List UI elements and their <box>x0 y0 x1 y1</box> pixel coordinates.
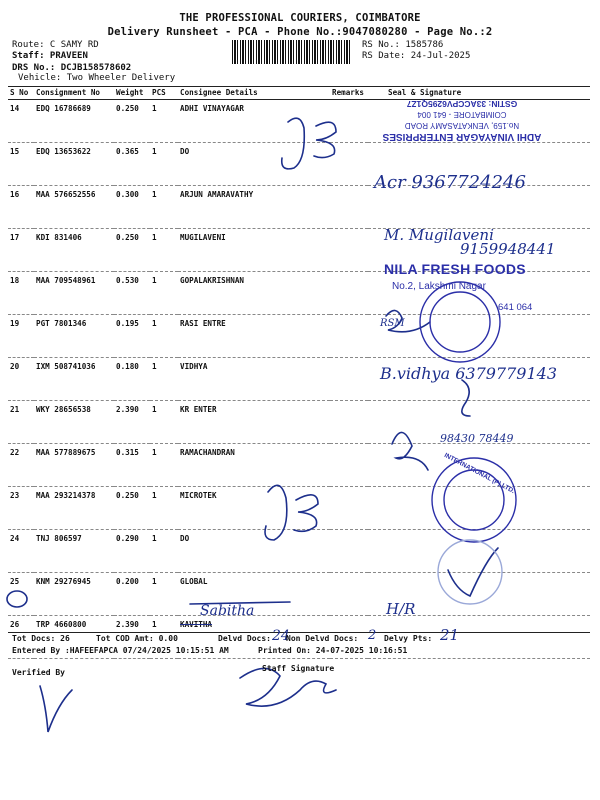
row20-handwriting: B.vidhya 6379779143 <box>380 364 558 383</box>
consignment-no: TNJ 806597 <box>34 530 114 573</box>
tot-cod-amt: Tot COD Amt: 0.00 <box>96 634 178 643</box>
adhi-stamp-city: COIMBATORE - 641 004 <box>417 110 507 119</box>
sno: 17 <box>8 229 34 272</box>
nila-round-stamp <box>420 282 500 362</box>
non-delvd-docs-label: Non Delvd Docs: <box>286 634 359 643</box>
row17-handwriting-phone: 9159948441 <box>460 240 556 258</box>
consignee-struck: KAVITHA <box>180 620 213 629</box>
weight: 0.300 <box>114 186 150 229</box>
staff-label: Staff: PRAVEEN <box>12 51 88 61</box>
col-sno: S No <box>8 87 34 100</box>
sno: 20 <box>8 358 34 401</box>
route-label: Route: C SAMY RD <box>12 40 99 50</box>
row17-handwriting-name: M. Mugilaveni <box>384 226 494 244</box>
consignee: DO <box>178 143 330 186</box>
weight: 0.250 <box>114 100 150 143</box>
consignment-no: IXM 508741036 <box>34 358 114 401</box>
consignment-no: KNM 29276945 <box>34 573 114 616</box>
drs-label: DRS No.: DCJB158578602 <box>12 63 132 73</box>
row22-signature <box>392 432 428 470</box>
sno: 26 <box>8 616 34 659</box>
consignee: MUGILAVENI <box>178 229 330 272</box>
weight: 0.530 <box>114 272 150 315</box>
non-delvd-docs-value: 2 <box>368 628 377 643</box>
pcs: 1 <box>150 401 178 444</box>
nila-stamp-pin: 641 064 <box>498 302 533 313</box>
sno: 25 <box>8 573 34 616</box>
row14-scribble-b <box>314 122 336 157</box>
sno: 15 <box>8 143 34 186</box>
pcs: 1 <box>150 487 178 530</box>
row25-check <box>448 548 498 596</box>
rs-date-label: RS Date: 24-Jul-2025 <box>362 51 471 61</box>
sno: 19 <box>8 315 34 358</box>
col-consignment: Consignment No <box>34 87 114 100</box>
consignment-no: EDQ 16786689 <box>34 100 114 143</box>
consignment-no: MAA 577889675 <box>34 444 114 487</box>
pcs: 1 <box>150 530 178 573</box>
consignment-no: KDI 831406 <box>34 229 114 272</box>
col-seal-signature: Seal & Signature <box>368 87 590 100</box>
adhi-stamp <box>372 98 552 142</box>
col-weight: Weight <box>114 87 150 100</box>
weight: 0.250 <box>114 487 150 530</box>
delvy-pts-label: Delvy Pts: <box>384 634 433 643</box>
row26-handwriting-mark: H/R <box>386 600 416 618</box>
weight: 0.200 <box>114 573 150 616</box>
consignment-no: EDQ 13653622 <box>34 143 114 186</box>
consignee: GOPALAKRISHNAN <box>178 272 330 315</box>
entered-by: Entered By :HAFEEFAPCA 07/24/2025 10:15:51 AM <box>12 646 229 655</box>
printed-on: Printed On: 24-07-2025 10:16:51 <box>258 646 408 655</box>
weight: 2.390 <box>114 401 150 444</box>
row22-handwriting-phone: 98430 78449 <box>440 432 514 445</box>
nila-round-stamp-inner <box>430 292 490 352</box>
consignee: ADHI VINAYAGAR <box>178 100 330 143</box>
delvd-docs-label: Delvd Docs: <box>218 634 271 643</box>
delvd-docs-value: 24 <box>272 628 290 644</box>
row19-handwriting: RSM <box>380 318 405 329</box>
verified-by-label: Verified By <box>12 668 65 677</box>
adhi-stamp-address: No.159, VENKATASAMY ROAD <box>404 121 520 130</box>
staff-signature-scribble <box>240 668 336 706</box>
sno: 16 <box>8 186 34 229</box>
sno: 22 <box>8 444 34 487</box>
consignee: RAMACHANDRAN <box>178 444 330 487</box>
weight: 0.180 <box>114 358 150 401</box>
rs-no-label: RS No.: 1585786 <box>362 40 444 50</box>
consignment-no: WKY 28656538 <box>34 401 114 444</box>
consignee: ARJUN AMARAVATHY <box>178 186 330 229</box>
row26-handwriting-name: Sabitha <box>200 603 255 619</box>
col-consignee: Consignee Details <box>178 87 330 100</box>
runsheet-subtitle: Delivery Runsheet - PCA - Phone No.:9047080280 - Page No.:2 <box>107 26 493 38</box>
vehicle-label: Vehicle: Two Wheeler Delivery <box>18 73 176 83</box>
intl-stamp-text: INTERNATIONAL (P) LTD. <box>442 451 516 496</box>
adhi-stamp-gst: GSTIN: 33ACCPV6295Q1Z7 <box>406 99 518 109</box>
consignment-no: MAA 709548961 <box>34 272 114 315</box>
pcs: 1 <box>150 272 178 315</box>
company-title: THE PROFESSIONAL COURIERS, COIMBATORE <box>179 12 421 24</box>
sno: 23 <box>8 487 34 530</box>
weight: 0.250 <box>114 229 150 272</box>
row16-handwriting: Acr 9367724246 <box>374 172 526 193</box>
pcs: 1 <box>150 100 178 143</box>
consignment-no: PGT 7801346 <box>34 315 114 358</box>
weight: 0.315 <box>114 444 150 487</box>
sno: 14 <box>8 100 34 143</box>
pcs: 1 <box>150 573 178 616</box>
consignment-no: MAA 576652556 <box>34 186 114 229</box>
weight: 2.390 <box>114 616 150 659</box>
verified-tick <box>40 686 72 732</box>
pcs: 1 <box>150 143 178 186</box>
sno-26-circle <box>7 591 27 607</box>
pcs: 1 <box>150 186 178 229</box>
sno: 24 <box>8 530 34 573</box>
tot-docs: Tot Docs: 26 <box>12 634 70 643</box>
weight: 0.195 <box>114 315 150 358</box>
weight: 0.290 <box>114 530 150 573</box>
row21-scribble <box>462 380 470 416</box>
consignee: KR ENTER <box>178 401 330 444</box>
row23-scribble-b <box>294 495 318 531</box>
nila-stamp-address: No.2, Lakshmi Nagar <box>392 281 486 292</box>
pcs: 1 <box>150 616 178 659</box>
adhi-stamp-name: ADHI VINAYAGAR ENTERPRISES <box>382 131 542 142</box>
consignee: DO <box>178 530 330 573</box>
sno: 21 <box>8 401 34 444</box>
sno: 18 <box>8 272 34 315</box>
pcs: 1 <box>150 444 178 487</box>
consignee: GLOBAL <box>178 573 330 616</box>
weight: 0.365 <box>114 143 150 186</box>
consignee: RASI ENTRE <box>178 315 330 358</box>
pcs: 1 <box>150 315 178 358</box>
consignment-no: MAA 293214378 <box>34 487 114 530</box>
staff-signature-label: Staff Signature <box>262 664 335 673</box>
nila-stamp-name: NILA FRESH FOODS <box>384 261 526 277</box>
consignment-no: TRP 4660800 <box>34 616 114 659</box>
pcs: 1 <box>150 229 178 272</box>
delvy-pts-value: 21 <box>440 626 460 644</box>
col-remarks: Remarks <box>330 87 368 100</box>
consignee: VIDHYA <box>178 358 330 401</box>
pcs: 1 <box>150 358 178 401</box>
consignee: MICROTEK <box>178 487 330 530</box>
col-pcs: PCS <box>150 87 178 100</box>
